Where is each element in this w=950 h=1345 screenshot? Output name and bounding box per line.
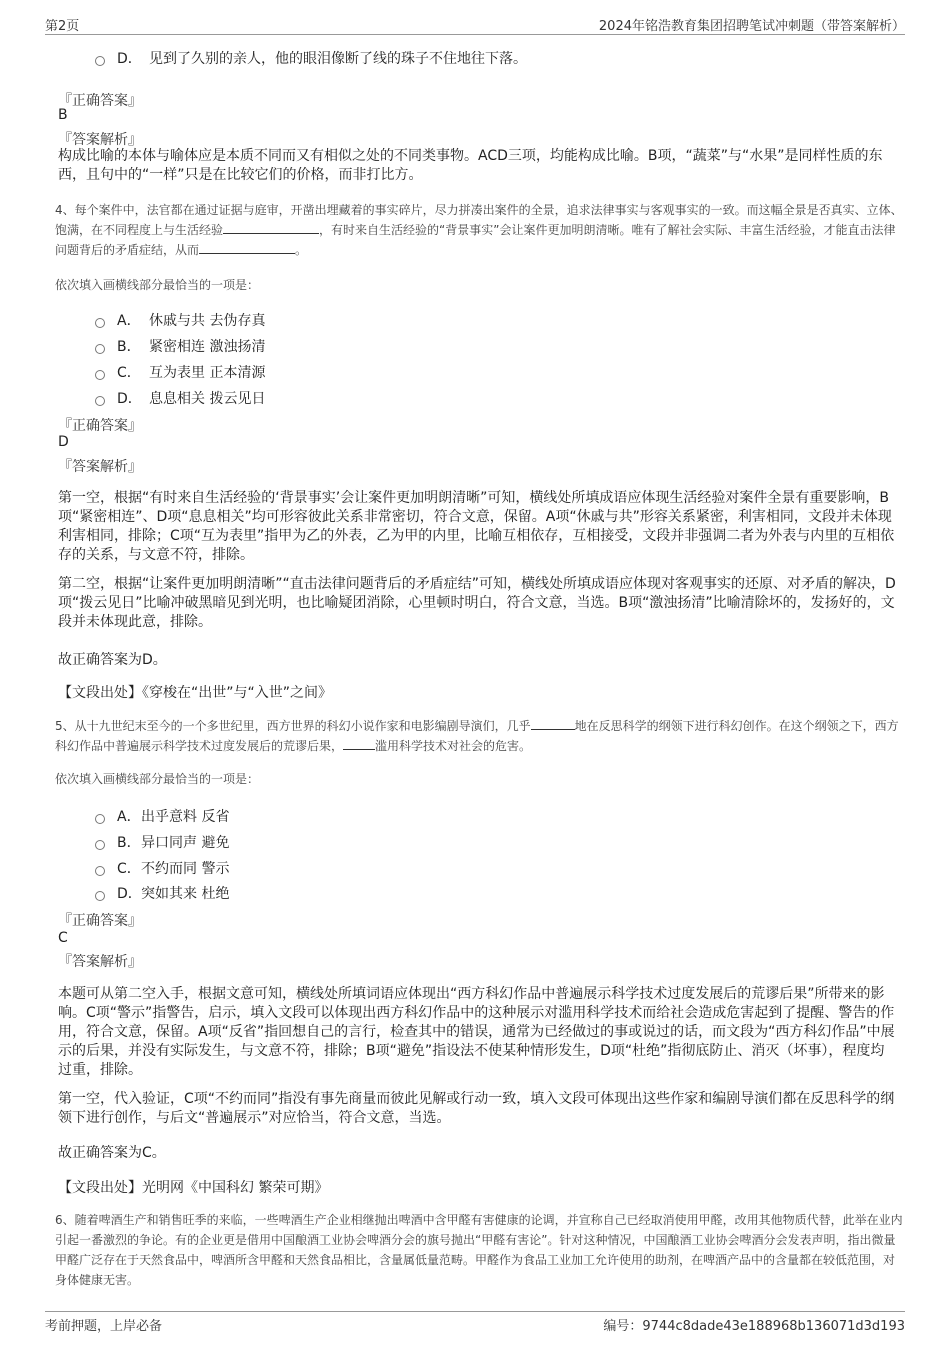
page-footer — [45, 1311, 905, 1334]
analysis-label: 『答案解析』 — [58, 459, 142, 475]
correct-answer-value: B — [58, 107, 68, 123]
analysis-paragraph: 构成比喻的本体与喻体应是本质不同而又有相似之处的不同类事物。ACD三项，均能构成比喻。B项，“蔬菜”与“水果”是同样性质的东西，且句中的“一样”只是在比较它们的价格，而非打比方。 — [58, 148, 883, 183]
conclusion-text: 故正确答案为C。 — [58, 1145, 166, 1161]
q4-option-c[interactable]: C． 互为表里 正本清源 — [95, 362, 265, 382]
question-stem: 5、从十九世纪末至今的一个多世纪里，西方世界的科幻小说作家和电影编剧导演们，几乎 地在反思科学的纲领下进行科幻创作。在这个纲领之下，西方科幻作品中普遍展示科学技术过度发展后的荒谬后果， 滥用科学技术对社会的危害。 — [55, 719, 899, 753]
answer-blank — [531, 717, 575, 730]
correct-answer-label: 『正确答案』 — [58, 418, 142, 434]
radio-icon[interactable] — [95, 866, 105, 876]
radio-icon[interactable] — [95, 891, 105, 901]
radio-icon[interactable] — [95, 344, 105, 354]
answer-blank — [343, 737, 375, 750]
footer-slogan: 考前押题，上岸必备 — [45, 1319, 163, 1334]
correct-answer-value: D — [58, 434, 69, 450]
q5-option-a[interactable]: A． 出乎意料 反省 — [95, 806, 229, 826]
page-number: 第2页 — [45, 19, 80, 34]
radio-icon[interactable] — [95, 318, 105, 328]
analysis-label: 『答案解析』 — [58, 132, 142, 148]
q5-option-b[interactable]: B． 异口同声 避免 — [95, 832, 229, 852]
radio-icon[interactable] — [95, 840, 105, 850]
analysis-paragraph: 第二空，根据“让案件更加明朗清晰”“直击法律问题背后的矛盾症结”可知，横线处所填成语应体现对客观事实的还原、对矛盾的解决，D项“拨云见日”比喻冲破黑暗见到光明，也比喻疑团消除，心里顿时明白，符合文意，当选。B项“激浊扬清”比喻清除坏的，发扬好的，文段并未体现此意，排除。 — [58, 576, 896, 630]
q3-option-d[interactable]: D． 见到了久别的亲人，他的眼泪像断了线的珠子不住地往下落。 — [95, 48, 527, 68]
question-stem: 6、随着啤酒生产和销售旺季的来临，一些啤酒生产企业相继抛出啤酒中含甲醛有害健康的论调，并宣称自己已经取消使用甲醛，改用其他物质代替，此举在业内引起一番激烈的争论。有的企业更是借用中国酿酒工业协会啤酒分会的旗号抛出“甲醛有害论”。针对这种情况，中国酿酒工业协会啤酒分会发表声明，指出微量甲醛广泛存在于天然食品中，啤酒所含甲醛和天然食品相比，含量属低量范畴。甲醛作为食品工业加工允许使用的助剂，在啤酒产品中的含量都在较低范围，对身体健康无害。 — [55, 1213, 903, 1287]
question-prompt: 依次填入画横线部分最恰当的一项是： — [55, 278, 260, 292]
q4-option-b[interactable]: B． 紧密相连 激浊扬清 — [95, 336, 265, 356]
q5-option-d[interactable]: D． 突如其来 杜绝 — [95, 883, 229, 903]
analysis-paragraph: 第一空，根据“有时来自生活经验的‘背景事实’会让案件更加明朗清晰”可知，横线处所填成语应体现生活经验对案件全景有重要影响，B项“紧密相连”、D项“息息相关”均可形容彼此关系非常密切，符合文意，保留。A项“休戚与共”形容关系紧密，利害相同，文段并未体现利害相同，排除；C项“互为表里”指甲为乙的外表，乙为甲的内里，比喻互相依存，互相接受，文段并非强调二者为外表与内里的互相依存的关系，与文意不符，排除。 — [58, 490, 895, 563]
analysis-paragraph: 第一空，代入验证，C项“不约而同”指没有事先商量而彼此见解或行动一致，填入文段可体现出这些作家和编剧导演们都在反思科学的纲领下进行创作，与后文“普遍展示”对应恰当，符合文意，当选。 — [58, 1091, 895, 1126]
correct-answer-label: 『正确答案』 — [58, 93, 142, 109]
radio-icon[interactable] — [95, 396, 105, 406]
answer-blank — [199, 241, 295, 254]
answer-blank — [223, 221, 319, 234]
q5-option-c[interactable]: C． 不约而同 警示 — [95, 858, 229, 878]
q4-option-a[interactable]: A． 休戚与共 去伪存真 — [95, 310, 265, 330]
q4-option-d[interactable]: D． 息息相关 拨云见日 — [95, 388, 265, 408]
analysis-paragraph: 本题可从第二空入手，根据文意可知，横线处所填词语应体现出“西方科幻作品中普遍展示科学技术过度发展后的荒谬后果”所带来的影响。C项“警示”指警告，启示，填入文段可以体现出西方科幻作品中的这种展示对滥用科学技术而给社会造成危害起到了提醒、警告的作用，符合文意，保留。A项“反省”指回想自己的言行，检查其中的错误，通常为已经做过的事或说过的话，而文段为“西方科幻作品”中展示的后果，并没有实际发生，与文意不符，排除；B项“避免”指设法不使某种情形发生，D项“杜绝”指彻底防止、消灭（坏事），程度均过重，排除。 — [58, 986, 895, 1078]
question-prompt: 依次填入画横线部分最恰当的一项是： — [55, 772, 260, 786]
page-header — [45, 14, 905, 35]
source-citation: 【文段出处】光明网《中国科幻 繁荣可期》 — [58, 1180, 329, 1196]
document-title: 2024年铭浩教育集团招聘笔试冲刺题（带答案解析） — [598, 19, 905, 34]
question-stem: 4、每个案件中，法官都在通过证据与庭审，开凿出埋藏着的事实碎片，尽力拼凑出案件的全景，追求法律事实与客观事实的一致。而这幅全景是否真实、立体、饱满，在不同程度上与生活经验 ，有时来自生活经验的“背景事实”会让案件更加明朗清晰。唯有了解社会实际、丰富生活经验，才能直击法律问题背后的矛盾症结，从而 。 — [55, 203, 903, 257]
source-citation: 【文段出处】《穿梭在“出世”与“入世”之间》 — [58, 685, 333, 701]
radio-icon[interactable] — [95, 56, 105, 66]
correct-answer-label: 『正确答案』 — [58, 913, 142, 929]
radio-icon[interactable] — [95, 370, 105, 380]
analysis-label: 『答案解析』 — [58, 954, 142, 970]
conclusion-text: 故正确答案为D。 — [58, 652, 167, 668]
correct-answer-value: C — [58, 930, 68, 946]
radio-icon[interactable] — [95, 814, 105, 824]
document-code: 编号：9744c8dade43e188968b136071d3d193 — [603, 1319, 905, 1334]
